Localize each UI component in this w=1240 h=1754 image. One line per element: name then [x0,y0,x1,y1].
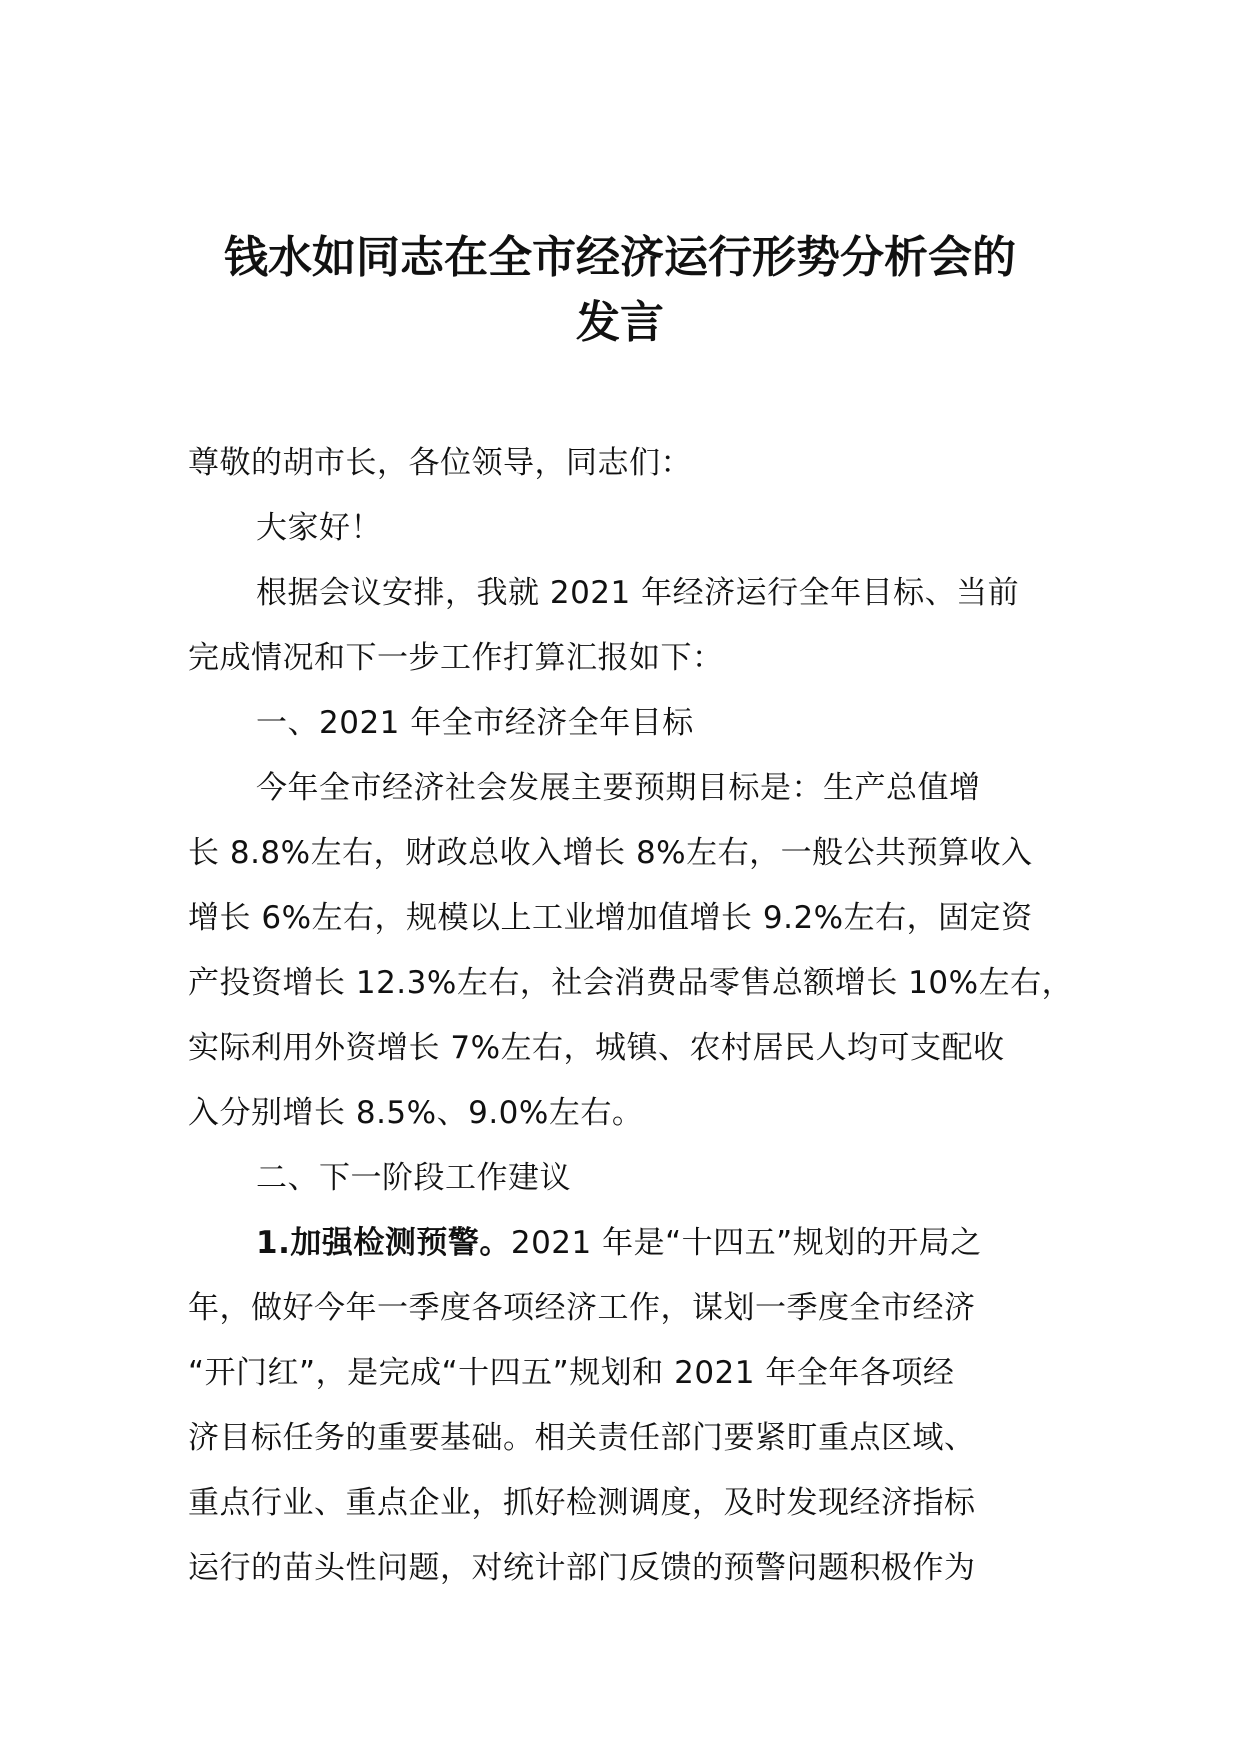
greeting: 大家好！ [256,510,382,546]
paragraph-line: 今年全市经济社会发展主要预期目标是：生产总值增 [256,770,981,806]
title-line: 发言 [576,297,664,348]
paragraph-line: 增长 6%左右，规模以上工业增加值增长 9.2%左右，固定资 [188,900,1033,936]
section-heading: 一、2021 年全市经济全年目标 [256,705,694,741]
paragraph-line: 运行的苗头性问题，对统计部门反馈的预警问题积极作为 [188,1550,976,1586]
point-first-line [188,1213,1088,1278]
point-heading: 1.加强检测预警。 [256,1225,511,1261]
paragraph-line: 入分别增长 8.5%、9.0%左右。 [188,1095,644,1131]
paragraph-line: 产投资增长 12.3%左右，社会消费品零售总额增长 10%左右， [188,965,1074,1001]
point-text: 2021 年是“十四五”规划的开局之 [510,1225,982,1261]
title-line: 钱水如同志在全市经济运行形势分析会的 [224,232,1016,283]
paragraph-line: 长 8.8%左右，财政总收入增长 8%左右，一般公共预算收入 [188,835,1033,871]
paragraph-line: 年，做好今年一季度各项经济工作，谋划一季度全市经济 [188,1290,976,1326]
paragraph-line: “开门红”，是完成“十四五”规划和 2021 年全年各项经 [188,1355,955,1391]
paragraph-line: 实际利用外资增长 7%左右，城镇、农村居民人均可支配收 [188,1030,1005,1066]
intro-line: 根据会议安排，我就 2021 年经济运行全年目标、当前 [256,575,1020,611]
document-body [188,433,1088,1603]
paragraph-line: 重点行业、重点企业，抓好检测调度，及时发现经济指标 [188,1485,976,1521]
paragraph-line: 济目标任务的重要基础。相关责任部门要紧盯重点区域、 [188,1420,976,1456]
section-heading: 二、下一阶段工作建议 [256,1160,571,1196]
salutation: 尊敬的胡市长，各位领导，同志们： [188,445,692,481]
intro-line: 完成情况和下一步工作打算汇报如下： [188,640,724,676]
document-title [150,228,1090,358]
